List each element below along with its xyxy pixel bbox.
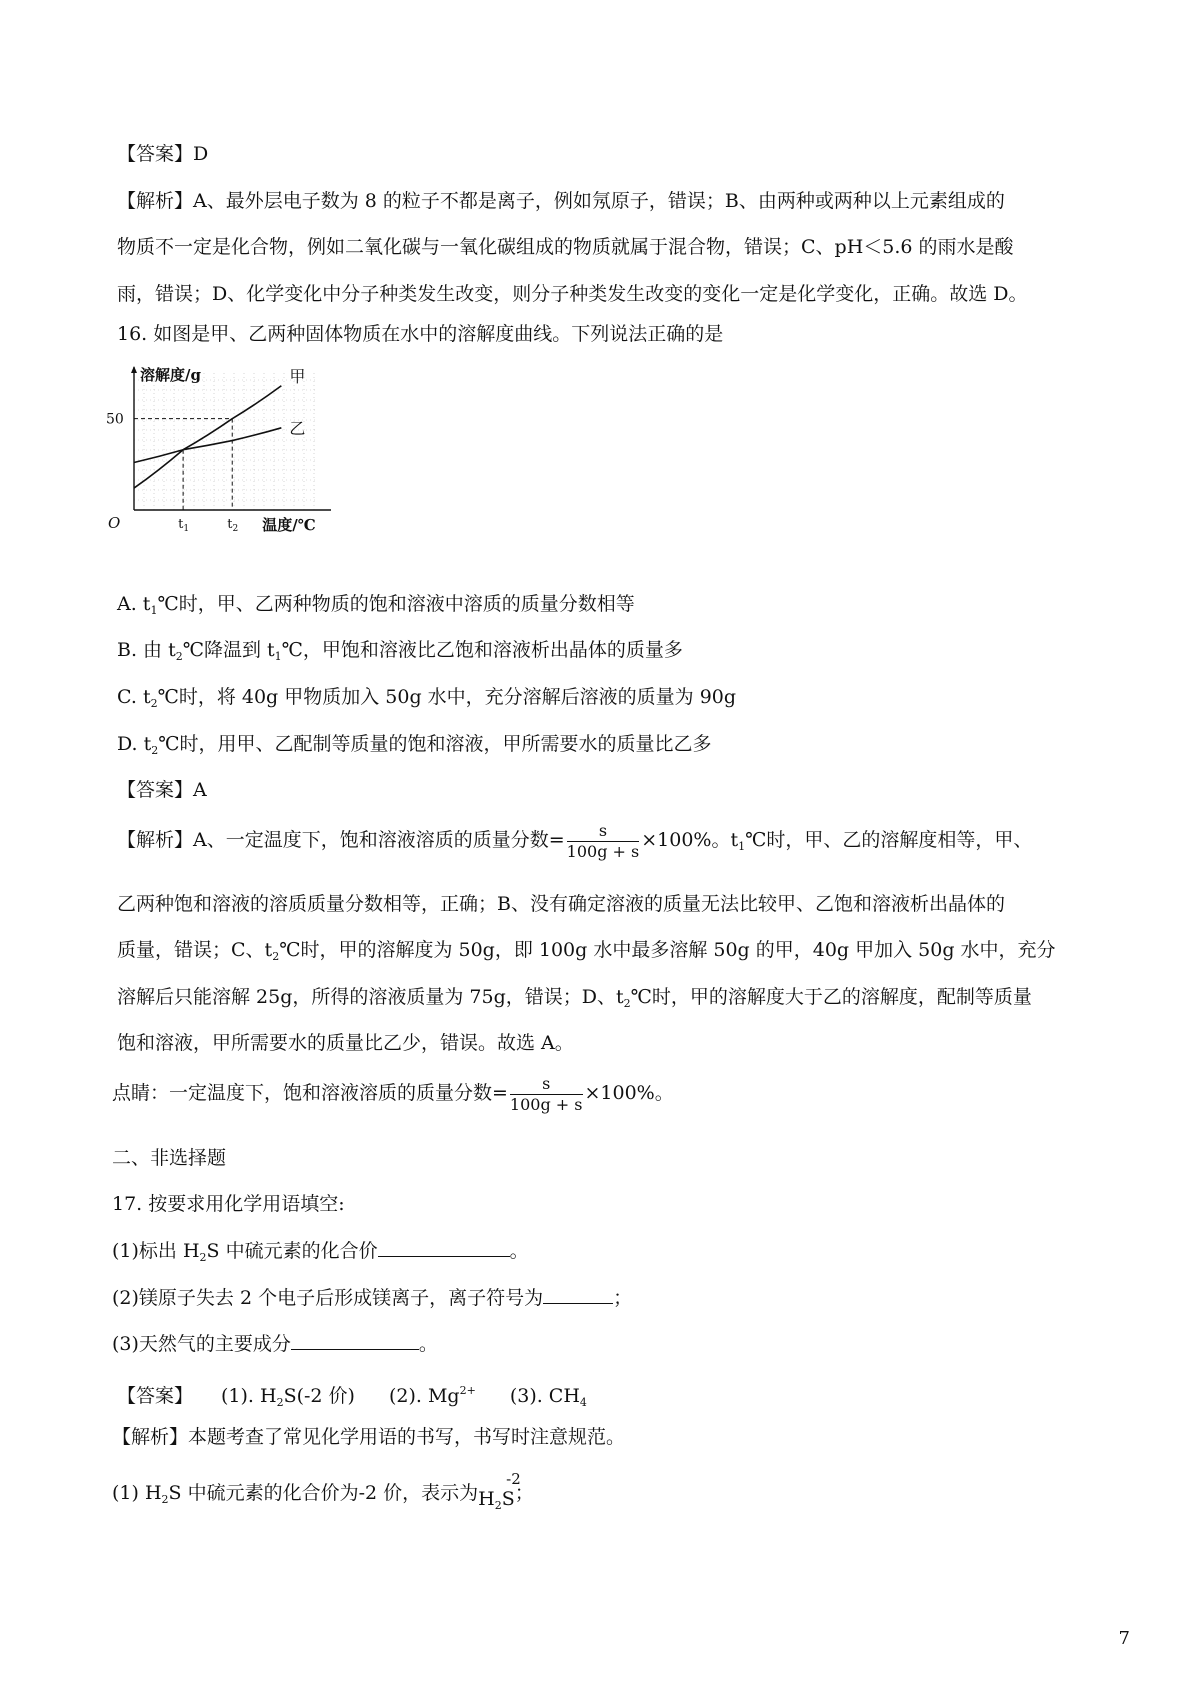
mass-fraction-formula-2: $\frac{s}{100g + s}$ (509, 1073, 583, 1114)
q16-note: 点睛：一定温度下，饱和溶液溶质的质量分数= $\frac{s}{100g + s}$ ×100%。 (112, 1073, 674, 1114)
chart-series (134, 367, 305, 488)
q16-option-d: D. $t_2℃$时，用甲、乙配制等质量的饱和溶液，甲所需要水的质量比乙多 (117, 733, 712, 757)
q17-analysis-line-1: (1) $H_2S$ 中硫元素的化合价为-2 价，表示为$H_2S$ -2 ； (112, 1480, 534, 1519)
x-tick-label-1: $t_1$ (178, 517, 190, 534)
q16-option-a: A. $t_1℃$时，甲、乙两种物质的饱和溶液中溶质的质量分数相等 (117, 593, 635, 617)
q17-item-2: (2)镁原子失去 2 个电子后形成镁离子，离子符号为 ； (112, 1287, 633, 1309)
q15-analysis-line-3: 雨，错误；D、化学变化中分子种类发生改变，则分子种类发生改变的变化一定是化学变化，正确。故选 D。 (117, 283, 1028, 305)
answer-blank-3 (291, 1331, 419, 1350)
q16-analysis-line-5: 饱和溶液，甲所需要水的质量比乙少，错误。故选 A。 (117, 1032, 574, 1054)
q17-item-3: (3)天然气的主要成分 。 (112, 1333, 438, 1355)
q16-analysis-line-3: 质量，错误；C、$t_2℃$时，甲的溶解度为 50g，即 100g 水中最多溶解 50g 的甲，40g 甲加入 50g 水中，充分 (117, 939, 1056, 963)
q16-analysis-line-2: 乙两种饱和溶液的溶质质量分数相等，正确；B、没有确定溶液的质量无法比较甲、乙饱和溶液析出晶体的 (117, 893, 1005, 915)
series-label-yi: 乙 (289, 418, 306, 438)
q17-stem: 17. 按要求用化学用语填空: (112, 1193, 345, 1215)
solubility-chart (106, 365, 346, 535)
origin-label: O (108, 514, 121, 532)
chart-guide-lines (134, 419, 232, 510)
y-axis-label: 溶解度/g (140, 366, 201, 384)
x-tick-label-2: $t_2$ (227, 517, 239, 534)
answer-blank-2 (543, 1285, 613, 1304)
page-number: 7 (1118, 1628, 1130, 1649)
q16-stem: 16. 如图是甲、乙两种固体物质在水中的溶解度曲线。下列说法正确的是 (117, 323, 724, 345)
q17-answer: 【答案】 (1). $H_2S(-2$ 价) (2). $Mg^{2+}$ (3). $CH_4$ (117, 1384, 587, 1409)
valence-formula: $H_2S$ -2 (478, 1470, 521, 1512)
q16-option-b: B. 由 $t_2℃$降温到 $t_1℃$，甲饱和溶液比乙饱和溶液析出晶体的质量多 (117, 639, 683, 663)
q17-item-1: (1)标出 $H_2S$ 中硫元素的化合价 。 (112, 1240, 529, 1264)
q15-answer: 【答案】D (117, 143, 209, 165)
x-axis-label: 温度/℃ (262, 516, 316, 534)
y-axis-arrow (131, 366, 137, 373)
q16-answer: 【答案】A (117, 779, 207, 801)
q15-analysis-line-1: 【解析】A、最外层电子数为 8 的粒子不都是离子，例如氖原子，错误；B、由两种或两种以上元素组成的 (117, 190, 1005, 212)
y-tick-label: 50 (106, 411, 124, 428)
q16-analysis-line-1: 【解析】A、一定温度下，饱和溶液溶质的质量分数= $\frac{s}{100g + s}$ ×100%。$t_1℃$时，甲、乙的溶解度相等，甲、 (117, 820, 1033, 861)
q16-analysis-line-4: 溶解后只能溶解 25g，所得的溶液质量为 75g，错误；D、$t_2℃$时，甲的溶解度大于乙的溶解度，配制等质量 (117, 986, 1032, 1010)
q15-analysis-line-2: 物质不一定是化合物，例如二氧化碳与一氧化碳组成的物质就属于混合物，错误；C、pH＜5.6 的雨水是酸 (117, 236, 1014, 258)
series-label-jia: 甲 (289, 366, 306, 386)
series-line-jia (134, 386, 281, 488)
chart-axes (131, 366, 331, 510)
series-line-yi (134, 428, 281, 463)
answer-blank-1 (378, 1238, 510, 1257)
q17-analysis: 【解析】本题考查了常见化学用语的书写，书写时注意规范。 (112, 1426, 626, 1448)
mass-fraction-formula: $\frac{s}{100g + s}$ (566, 820, 640, 861)
q16-option-c: C. $t_2℃$时，将 40g 甲物质加入 50g 水中，充分溶解后溶液的质量为 90g (117, 686, 737, 710)
section-title: 二、非选择题 (112, 1147, 227, 1169)
